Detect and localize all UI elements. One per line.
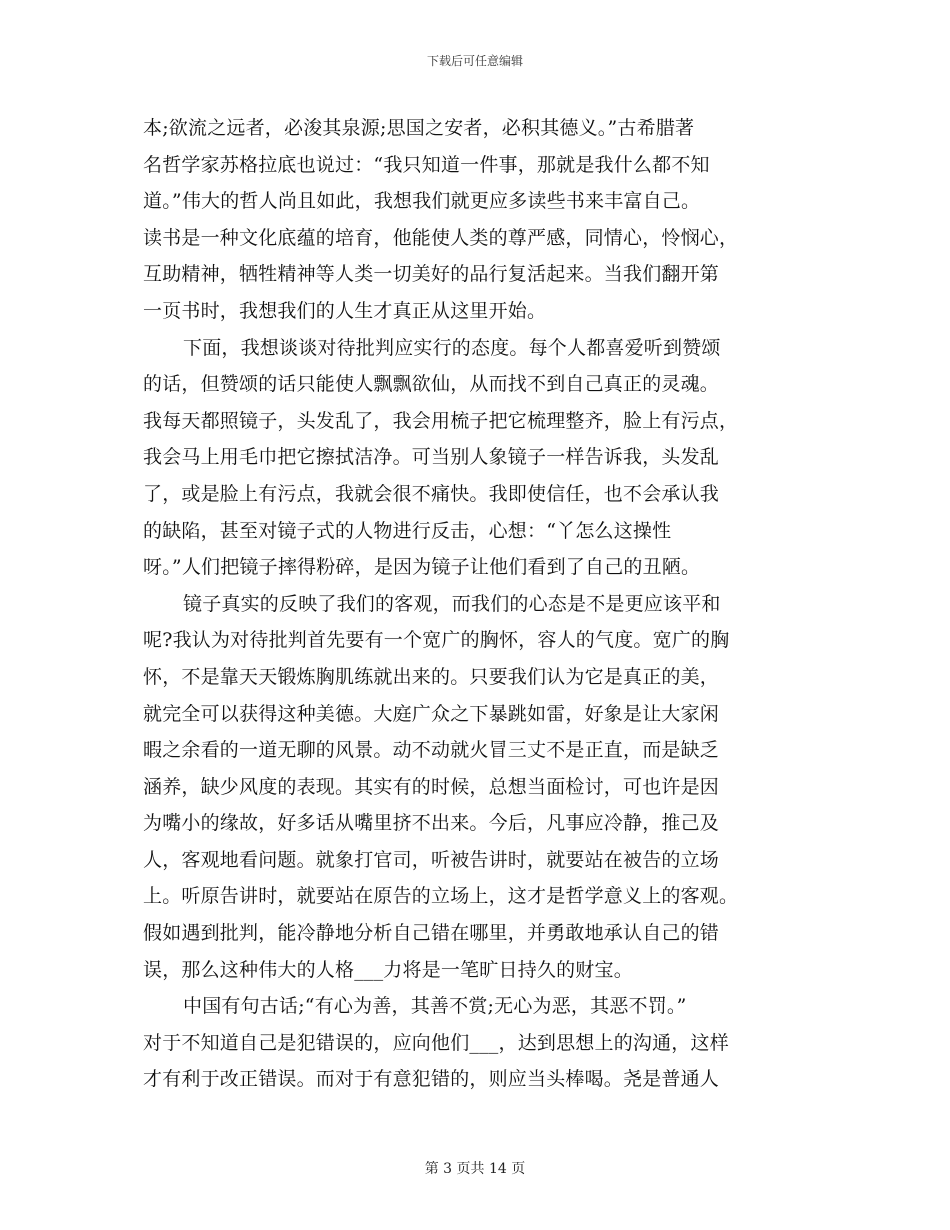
text-line: 对于不知道自己是犯错误的，应向他们___，达到思想上的沟通，这样 [143, 1031, 729, 1054]
text-line: 呢?我认为对待批判首先要有一个宽广的胸怀，容人的气度。宽广的胸 [143, 629, 730, 652]
text-line: 误，那么这种伟大的人格___力将是一笔旷日持久的财宝。 [143, 958, 633, 981]
text-line: 一页书时，我想我们的人生才真正从这里开始。 [143, 299, 547, 322]
page-footer: 第 3 页共 14 页 [424, 1161, 526, 1177]
text-line: 读书是一种文化底蕴的培育，他能使人类的尊严感，同情心，怜悯心， [143, 226, 739, 249]
text-line: 为嘴小的缘故，好多话从嘴里挤不出来。今后，凡事应冷静，推己及 [143, 812, 720, 835]
text-line: 我每天都照镜子，头发乱了，我会用梳子把它梳理整齐，脸上有污点， [143, 409, 739, 432]
text-line: 名哲学家苏格拉底也说过：“我只知道一件事，那就是我什么都不知 [143, 153, 710, 176]
text-line: 怀，不是靠天天锻炼胸肌练就出来的。只要我们认为它是真正的美， [143, 665, 720, 688]
document-body [143, 110, 813, 1098]
page-header: 下载后可任意编辑 [426, 54, 523, 68]
text-line: 就完全可以获得这种美德。大庭广众之下暴跳如雷，好象是让大家闲 [143, 702, 720, 725]
text-line: 假如遇到批判，能冷静地分析自己错在哪里，并勇敢地承认自己的错 [143, 922, 720, 945]
text-line: 的话，但赞颂的话只能使人飘飘欲仙，从而找不到自己真正的灵魂。 [143, 373, 720, 396]
text-line: 人，客观地看问题。就象打官司，听被告讲时，就要站在被告的立场 [143, 848, 720, 871]
text-line: 本;欲流之远者，必浚其泉源;思国之安者，必积其德义。”古希腊著 [143, 117, 695, 139]
text-line: 下面，我想谈谈对待批判应实行的态度。每个人都喜爱听到赞颂 [183, 336, 721, 359]
text-line: 道。”伟大的哲人尚且如此，我想我们就更应多读些书来丰富自己。 [143, 190, 701, 213]
text-line: 呀。”人们把镜子摔得粉碎，是因为镜子让他们看到了自己的丑陋。 [143, 556, 701, 579]
text-line: 了，或是脸上有污点，我就会很不痛快。我即使信任，也不会承认我 [143, 482, 720, 505]
text-line: 镜子真实的反映了我们的客观，而我们的心态是不是更应该平和 [183, 592, 721, 615]
text-line: 的缺陷，甚至对镜子式的人物进行反击，心想：“丫怎么这操性 [143, 519, 672, 542]
text-line: 涵养，缺少风度的表现。其实有的时候，总想当面检讨，可也许是因 [143, 775, 720, 798]
text-line: 互助精神，牺牲精神等人类一切美好的品行复活起来。当我们翻开第 [143, 263, 720, 286]
text-line: 才有利于改正错误。而对于有意犯错的，则应当头棒喝。尧是普通人 [143, 1068, 720, 1091]
text-line: 中国有句古话;“有心为善，其善不赏;无心为恶，其恶不罚。” [183, 995, 687, 1018]
text-line: 上。听原告讲时，就要站在原告的立场上，这才是哲学意义上的客观。 [143, 885, 739, 908]
text-line: 暇之余看的一道无聊的风景。动不动就火冒三丈不是正直，而是缺乏 [143, 739, 720, 762]
text-line: 我会马上用毛巾把它擦拭洁净。可当别人象镜子一样告诉我，头发乱 [143, 446, 720, 469]
